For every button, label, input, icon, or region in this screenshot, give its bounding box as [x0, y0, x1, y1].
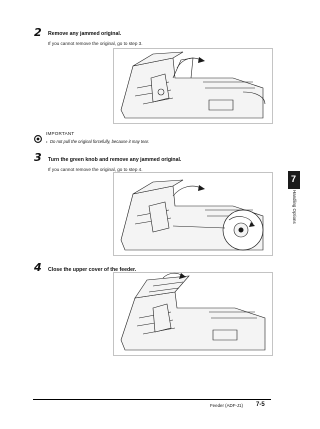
step-3-title: Turn the green knob and remove any jammed original.: [48, 157, 182, 163]
step-3-number: 3: [34, 151, 42, 164]
illustration-remove-original: [113, 48, 273, 129]
step-3-body: If you cannot remove the original, go to step 4.: [48, 167, 143, 172]
important-label: IMPORTANT: [46, 131, 75, 136]
step-4-title: Close the upper cover of the feeder.: [48, 267, 137, 273]
illustration-turn-green-knob: [113, 172, 273, 261]
chapter-number: 7: [291, 174, 297, 184]
illustration-close-cover: [113, 272, 273, 361]
step-2-number: 2: [34, 26, 42, 39]
important-bullet: •: [46, 139, 48, 144]
chapter-label-text: Handling Options: [292, 190, 297, 224]
footer-rule: [33, 399, 271, 400]
important-note: Do not pull the original forcefully, because it may tear.: [50, 139, 150, 144]
chapter-tab: [288, 171, 300, 189]
step-4-number: 4: [34, 261, 42, 274]
step-2-body: If you cannot remove the original, go to step 3.: [48, 41, 143, 46]
footer-section: Feeder (ADF-J1): [210, 403, 243, 408]
page-number: 7-5: [256, 402, 265, 408]
chapter-label: [289, 190, 299, 246]
important-icon: [34, 130, 42, 138]
step-2-title: Remove any jammed original.: [48, 31, 122, 37]
